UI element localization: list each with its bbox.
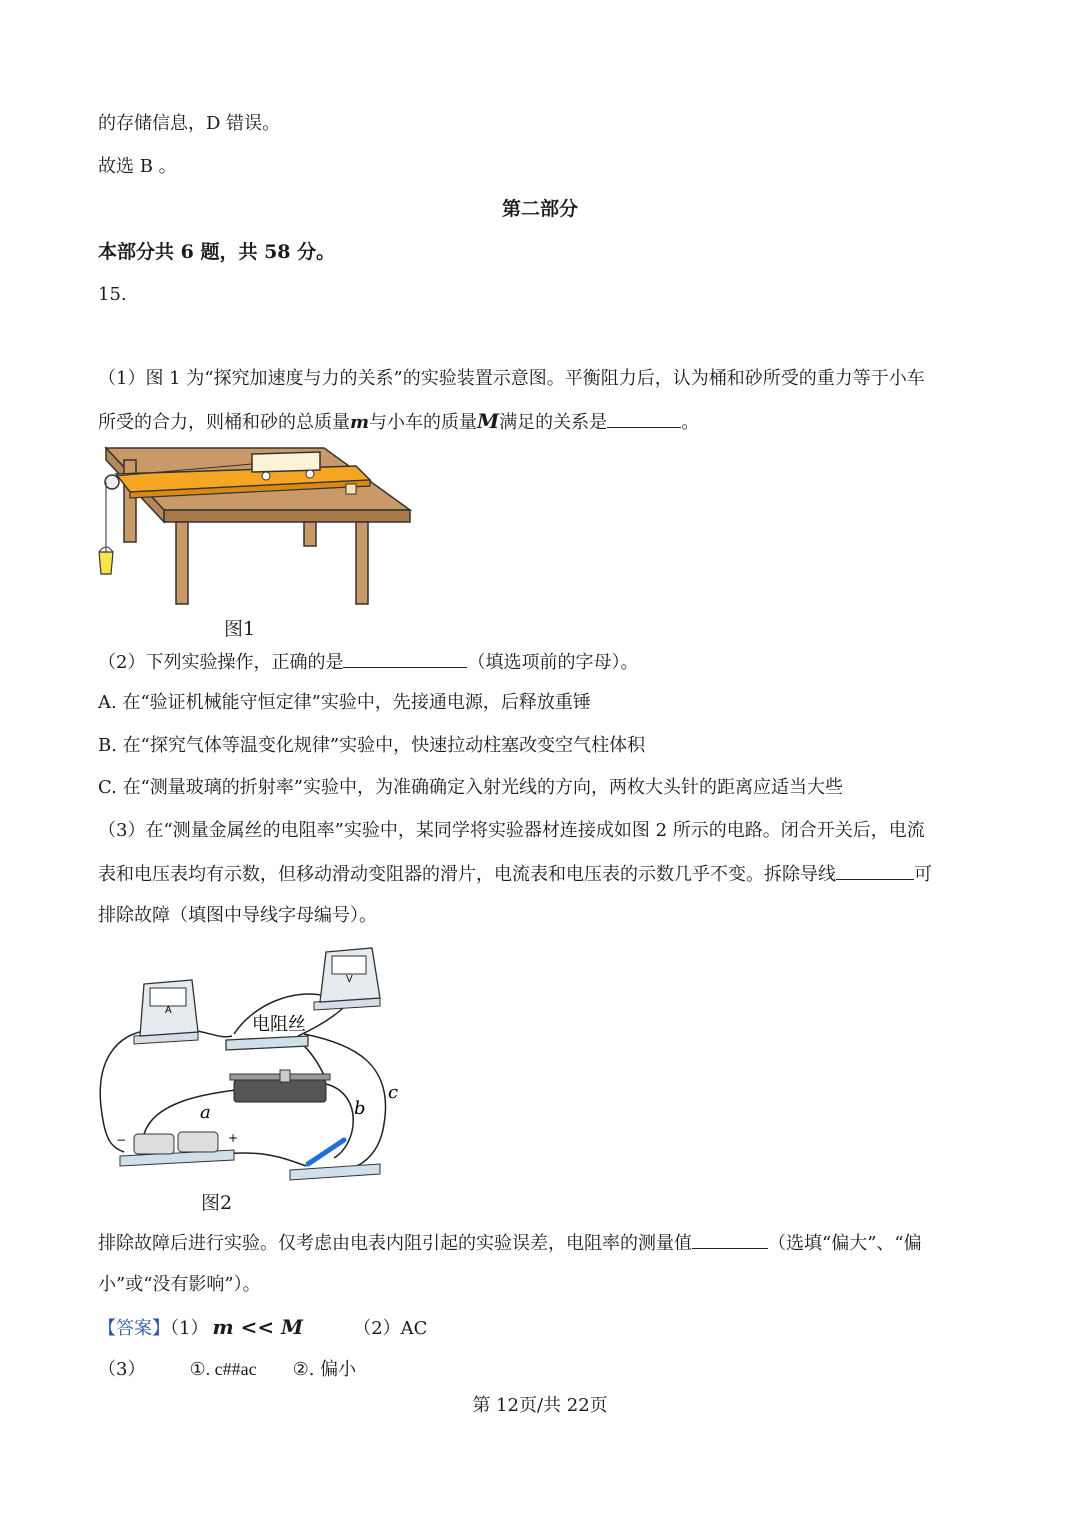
switch-lever xyxy=(308,1140,344,1164)
text-span: 排除故障后进行实验。仅考虑由电表内阻引起的实验误差，电阻率的测量值 xyxy=(98,1233,692,1254)
battery-minus: − xyxy=(116,1133,127,1147)
sand-bucket xyxy=(99,552,113,574)
resistor-label: 电阻丝 xyxy=(252,1014,306,1035)
wire-label-a: a xyxy=(200,1102,211,1123)
ammeter-label: A xyxy=(165,1005,172,1016)
text-line xyxy=(98,1230,922,1256)
text-line: 排除故障（填图中导线字母编号）。 xyxy=(98,905,377,926)
table-leg xyxy=(304,522,316,546)
text-span: 表和电压表均有示数，但移动滑动变阻器的滑片，电流表和电压表的示数几乎不变。拆除导线 xyxy=(98,864,836,885)
answer-line xyxy=(98,1357,356,1382)
text-line xyxy=(98,861,932,887)
text-span: 可 xyxy=(914,864,932,885)
text-span: 与小车的质量 xyxy=(369,412,478,433)
table-leg xyxy=(176,522,188,604)
cart xyxy=(252,452,320,472)
rheostat-coil xyxy=(234,1080,326,1102)
option-a: A. 在“验证机械能守恒定律”实验中，先接通电源，后释放重锤 xyxy=(98,692,591,713)
text-span: 。 xyxy=(681,412,700,433)
text-line xyxy=(98,409,699,435)
answer-blank[interactable] xyxy=(607,409,681,428)
figure-1-apparatus xyxy=(94,440,444,612)
battery-plus: + xyxy=(228,1131,239,1145)
figure-2-caption: 图2 xyxy=(201,1192,233,1214)
text-line: 故选 B 。 xyxy=(98,156,177,177)
switch-base xyxy=(290,1164,380,1180)
voltmeter-label: V xyxy=(346,974,353,985)
cart-wheel xyxy=(262,472,270,480)
voltmeter-dial xyxy=(332,956,366,974)
figure-1-caption: 图1 xyxy=(224,618,256,640)
answer-blank[interactable] xyxy=(836,861,914,880)
wire-label-b: b xyxy=(354,1098,366,1119)
option-b: B. 在“探究气体等温变化规律”实验中，快速拉动柱塞改变空气柱体积 xyxy=(98,735,646,756)
cart-wheel xyxy=(306,470,314,478)
answer-3-1: ①. c##ac xyxy=(189,1359,257,1379)
option-c: C. 在“测量玻璃的折射率”实验中，为准确确定入射光线的方向，两枚大头针的距离应适当大些 xyxy=(98,777,843,798)
table-leg xyxy=(356,522,368,604)
pulley xyxy=(105,475,119,489)
rheostat-slider xyxy=(280,1070,290,1082)
wire xyxy=(224,1153,306,1166)
question-number: 15. xyxy=(98,284,127,305)
battery-cell xyxy=(178,1132,218,1152)
text-span: 所受的合力，则桶和砂的总质量 xyxy=(98,412,350,433)
answer-3-2: ②. 偏小 xyxy=(292,1359,357,1380)
answer-3: （3） xyxy=(98,1359,146,1380)
page-footer: 第 12页/共 22页 xyxy=(472,1395,608,1416)
battery-cell xyxy=(134,1134,174,1154)
text-span: （填选项前的字母）。 xyxy=(467,652,639,673)
text-line: （1）图 1 为“探究加速度与力的关系”的实验装置示意图。平衡阻力后，认为桶和砂所受的重力等于小车 xyxy=(98,368,925,389)
section-title: 第二部分 xyxy=(501,198,578,220)
var-m: m xyxy=(350,412,370,433)
text-line: （3）在“测量金属丝的电阻率”实验中，某同学将实验器材连接成如图 2 所示的电路。闭合开关后，电流 xyxy=(98,820,925,841)
answer-tag: 【答案】 xyxy=(98,1318,170,1339)
figure-2-circuit xyxy=(94,944,414,1184)
answer-line xyxy=(98,1315,427,1341)
answer-2: （2）AC xyxy=(353,1318,428,1339)
text-line: 的存储信息，D 错误。 xyxy=(98,113,281,134)
text-span: （选填“偏大”、“偏 xyxy=(768,1233,922,1254)
answer-1-value: m << M xyxy=(212,1315,304,1339)
text-span: （1） xyxy=(170,1318,209,1339)
text-span: （2）下列实验操作，正确的是 xyxy=(98,652,344,673)
text-line xyxy=(98,649,638,675)
resistance-wire-board xyxy=(226,1036,308,1050)
wire-label-c: c xyxy=(388,1082,399,1103)
table-edge xyxy=(164,510,410,522)
text-span: 满足的关系是 xyxy=(499,412,608,433)
answer-blank[interactable] xyxy=(343,649,467,668)
ammeter-dial xyxy=(150,988,186,1006)
board-wedge xyxy=(346,484,356,494)
table-leg xyxy=(124,460,136,542)
text-line: 小”或“没有影响”）。 xyxy=(98,1274,261,1295)
answer-blank[interactable] xyxy=(692,1230,768,1249)
section-subtitle: 本部分共 6 题，共 58 分。 xyxy=(98,241,336,263)
var-M: M xyxy=(477,409,500,433)
